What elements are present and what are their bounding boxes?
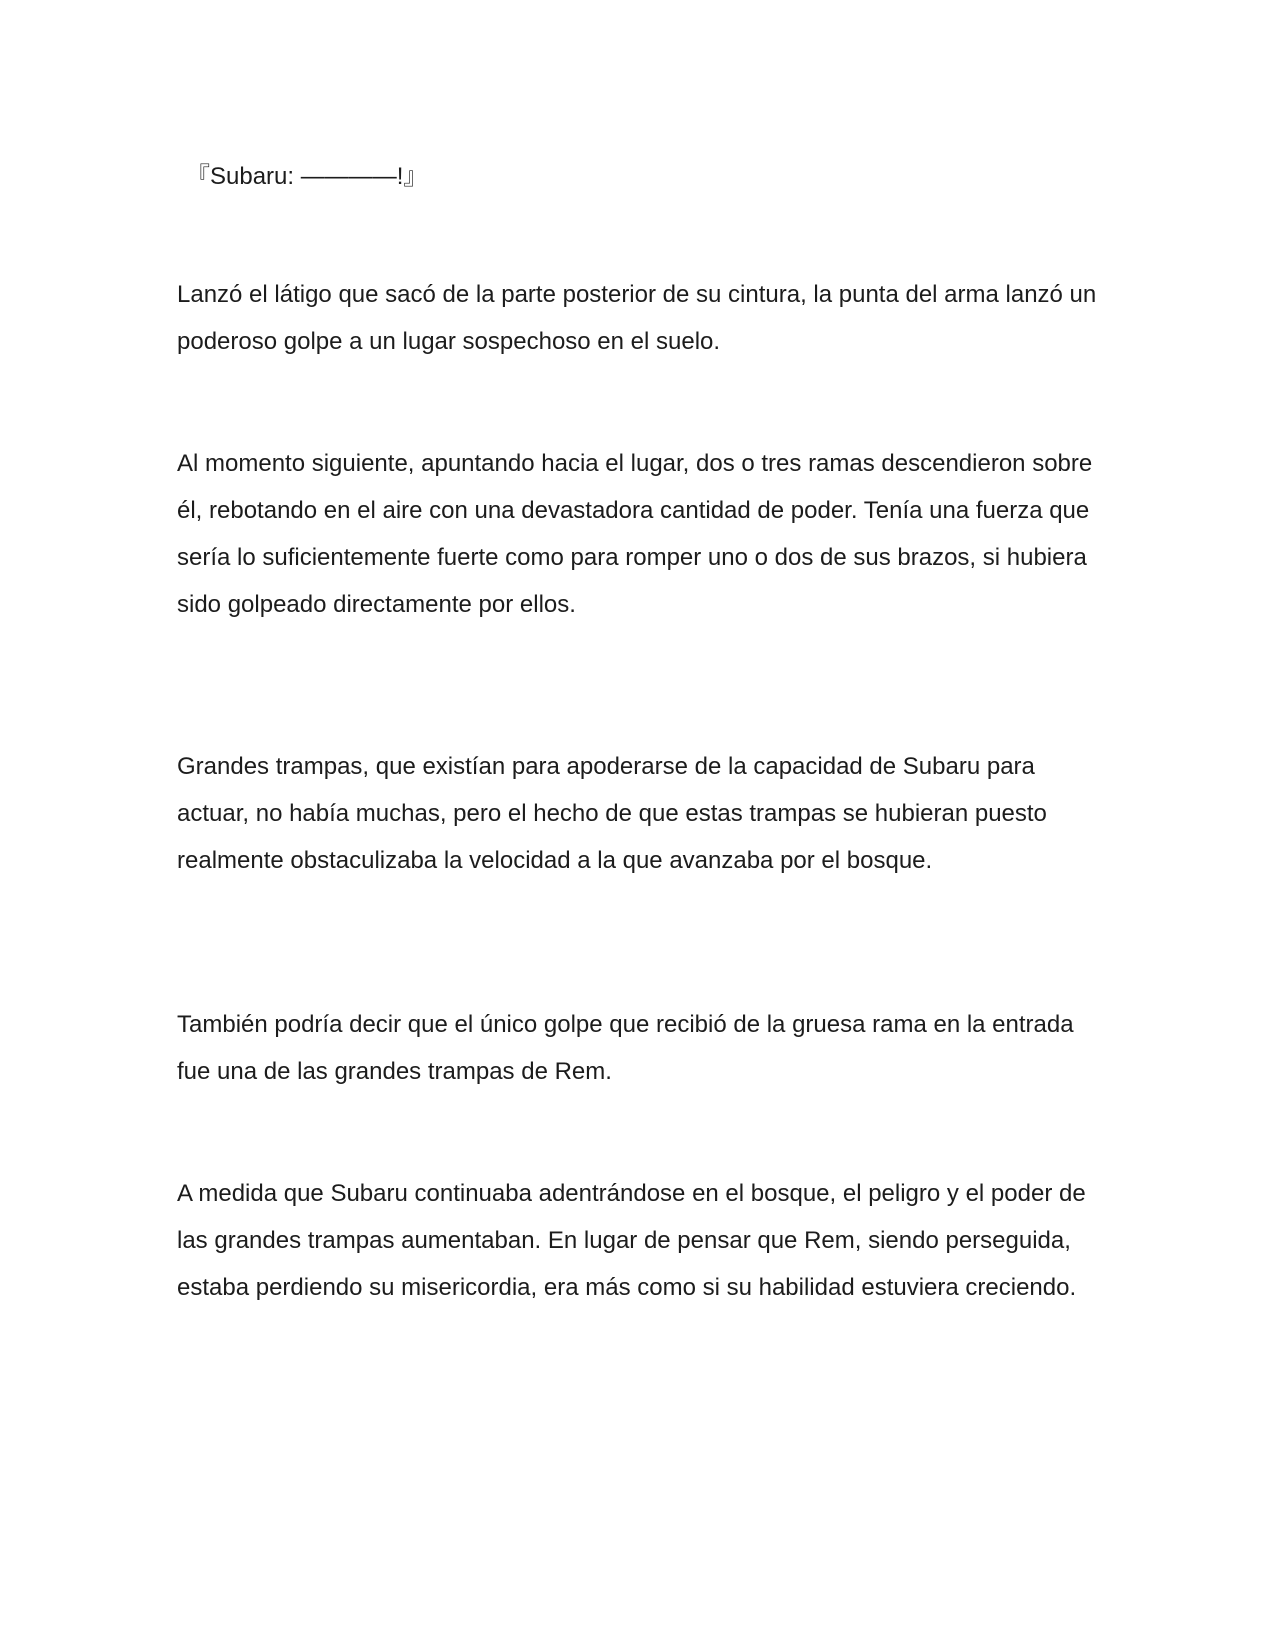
paragraph-4: También podría decir que el único golpe que recibió de la gruesa rama en la entrada fue una de las grandes trampas de Rem. bbox=[177, 1011, 1074, 1085]
paragraph-5: A medida que Subaru continuaba adentrándose en el bosque, el peligro y el poder de las grandes trampas aumentaban. En lugar de pensar que Rem, siendo perseguida, estaba perdiendo su misericordia, era más como si su habilidad estuviera creciendo. bbox=[177, 1180, 1086, 1301]
paragraph-2: Al momento siguiente, apuntando hacia el lugar, dos o tres ramas descendieron sobre él, rebotando en el aire con una devastadora cantidad de poder. Tenía una fuerza que sería lo suficientemente fuerte como para romper uno o dos de sus brazos, si hubiera sido golpeado directamente por ellos. bbox=[177, 450, 1093, 618]
paragraph-1: Lanzó el látigo que sacó de la parte posterior de su cintura, la punta del arma lanzó un poderoso golpe a un lugar sospechoso en el suelo. bbox=[177, 281, 1097, 355]
paragraph-3: Grandes trampas, que existían para apoderarse de la capacidad de Subaru para actuar, no había muchas, pero el hecho de que estas trampas se hubieran puesto realmente obstaculizaba la velocidad a la que avanzaba por el bosque. bbox=[177, 753, 1047, 874]
dialogue-line: 『Subaru: ————!』 bbox=[186, 163, 428, 190]
